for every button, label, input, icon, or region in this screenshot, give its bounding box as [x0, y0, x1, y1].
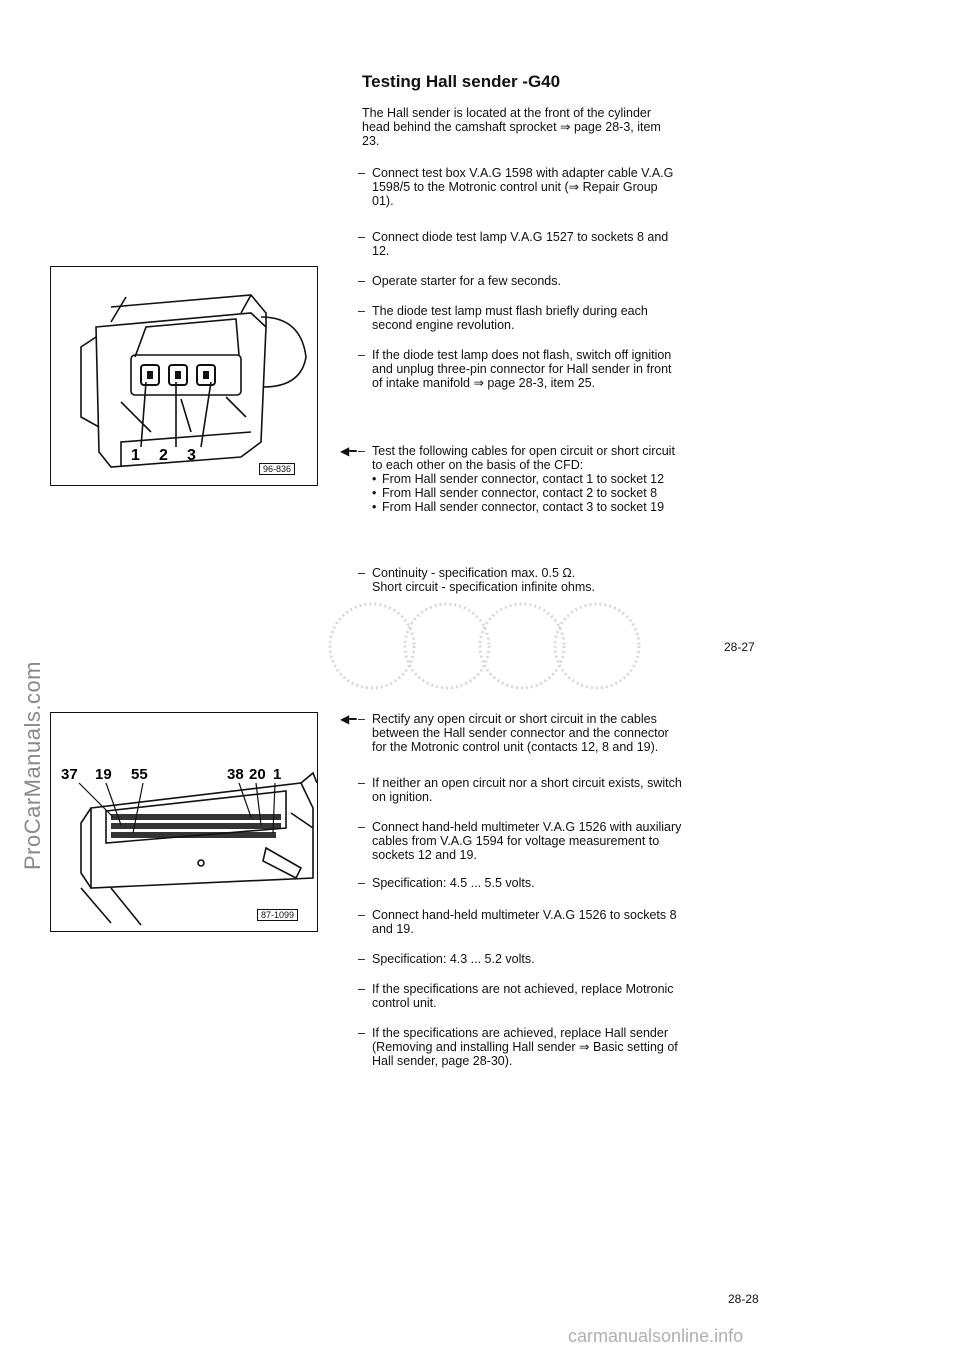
intro-paragraph: The Hall sender is located at the front of the cylinder head behind the camshaft sprocket ⇒ page 28-3, item 23.: [362, 106, 661, 148]
step-8: – Rectify any open circuit or short circuit in the cables between the Hall sender connector and the connector for the Motronic control unit (contacts 12, 8 and 19).: [358, 712, 669, 754]
footer-watermark: carmanualsonline.info: [568, 1326, 744, 1346]
figure-1-label: 96-836: [259, 463, 295, 475]
figure-control-unit-connector: [50, 712, 318, 932]
step-15: – If the specifications are achieved, replace Hall sender (Removing and installing Hall sender ⇒ Basic setting of Hall sender, page 28-30).: [358, 1026, 678, 1068]
step-1: – Connect test box V.A.G 1598 with adapter cable V.A.G 1598/5 to the Motronic control unit (⇒ Repair Group 01).: [358, 166, 674, 208]
cu-pin-55-label: 55: [131, 766, 148, 783]
step-13: – Specification: 4.3 ... 5.2 volts.: [358, 952, 535, 966]
bullet-2: • From Hall sender connector, contact 2 to socket 8: [372, 486, 682, 500]
cu-pin-38-label: 38: [227, 766, 244, 783]
page-title: Testing Hall sender -G40: [362, 72, 561, 91]
hall-pin-2-label: 2: [159, 447, 168, 464]
bullet-3: • From Hall sender connector, contact 3 to socket 19: [372, 500, 682, 514]
side-watermark: ProCarManuals.com: [20, 660, 45, 870]
cu-pin-19-label: 19: [95, 766, 112, 783]
cu-pin-1-label: 1: [273, 766, 282, 783]
control-unit-connector-drawing: [51, 713, 317, 931]
hall-pin-3-label: 3: [187, 447, 196, 464]
step-7-line-2: Short circuit - specification infinite ohms.: [372, 580, 596, 594]
step-7: – Continuity - specification max. 0.5 Ω. Short circuit - specification infinite ohms.: [358, 566, 596, 594]
step-2: – Connect diode test lamp V.A.G 1527 to sockets 8 and 12.: [358, 230, 669, 258]
page-number-right: 28-27: [724, 640, 755, 654]
cu-pin-20-label: 20: [249, 766, 266, 783]
step-14: – If the specifications are not achieved, replace Motronic control unit.: [358, 982, 674, 1010]
bullet-1: • From Hall sender connector, contact 1 to socket 12: [372, 472, 682, 486]
step-6: – Test the following cables for open circuit or short circuit to each other on the basis of the CFD: • From Hall sender connector, contact 1 to socket 12 • From Hall sender connector, contact 2 to socket 8 • From Hall sender connector, contact 3 to socket 19: [372, 444, 682, 514]
step-9: – If neither an open circuit nor a short circuit exists, switch on ignition.: [358, 776, 682, 804]
cu-pin-37-label: 37: [61, 766, 78, 783]
figure-hall-connector: [50, 266, 318, 486]
figure-pointer-arrow-1: ◀━: [340, 444, 357, 458]
page-number-bottom: 28-28: [728, 1292, 759, 1306]
hall-pin-1-label: 1: [131, 447, 140, 464]
step-5: – If the diode test lamp does not flash, switch off ignition and unplug three-pin connector for Hall sender in front of intake manifold ⇒ page 28-3, item 25.: [358, 348, 672, 390]
step-10: – Connect hand-held multimeter V.A.G 1526 with auxiliary cables from V.A.G 1594 for voltage measurement to sockets 12 and 19.: [358, 820, 682, 862]
step-3: – Operate starter for a few seconds.: [358, 274, 561, 288]
step-11: – Specification: 4.5 ... 5.5 volts.: [358, 876, 535, 890]
step-12: – Connect hand-held multimeter V.A.G 1526 to sockets 8 and 19.: [358, 908, 677, 936]
hall-connector-drawing: [51, 267, 317, 485]
step-4: – The diode test lamp must flash briefly during each second engine revolution.: [358, 304, 648, 332]
figure-pointer-arrow-2: ◀━: [340, 712, 357, 726]
figure-2-label: 87-1099: [257, 909, 298, 921]
faint-logo-watermark: [322, 596, 652, 696]
